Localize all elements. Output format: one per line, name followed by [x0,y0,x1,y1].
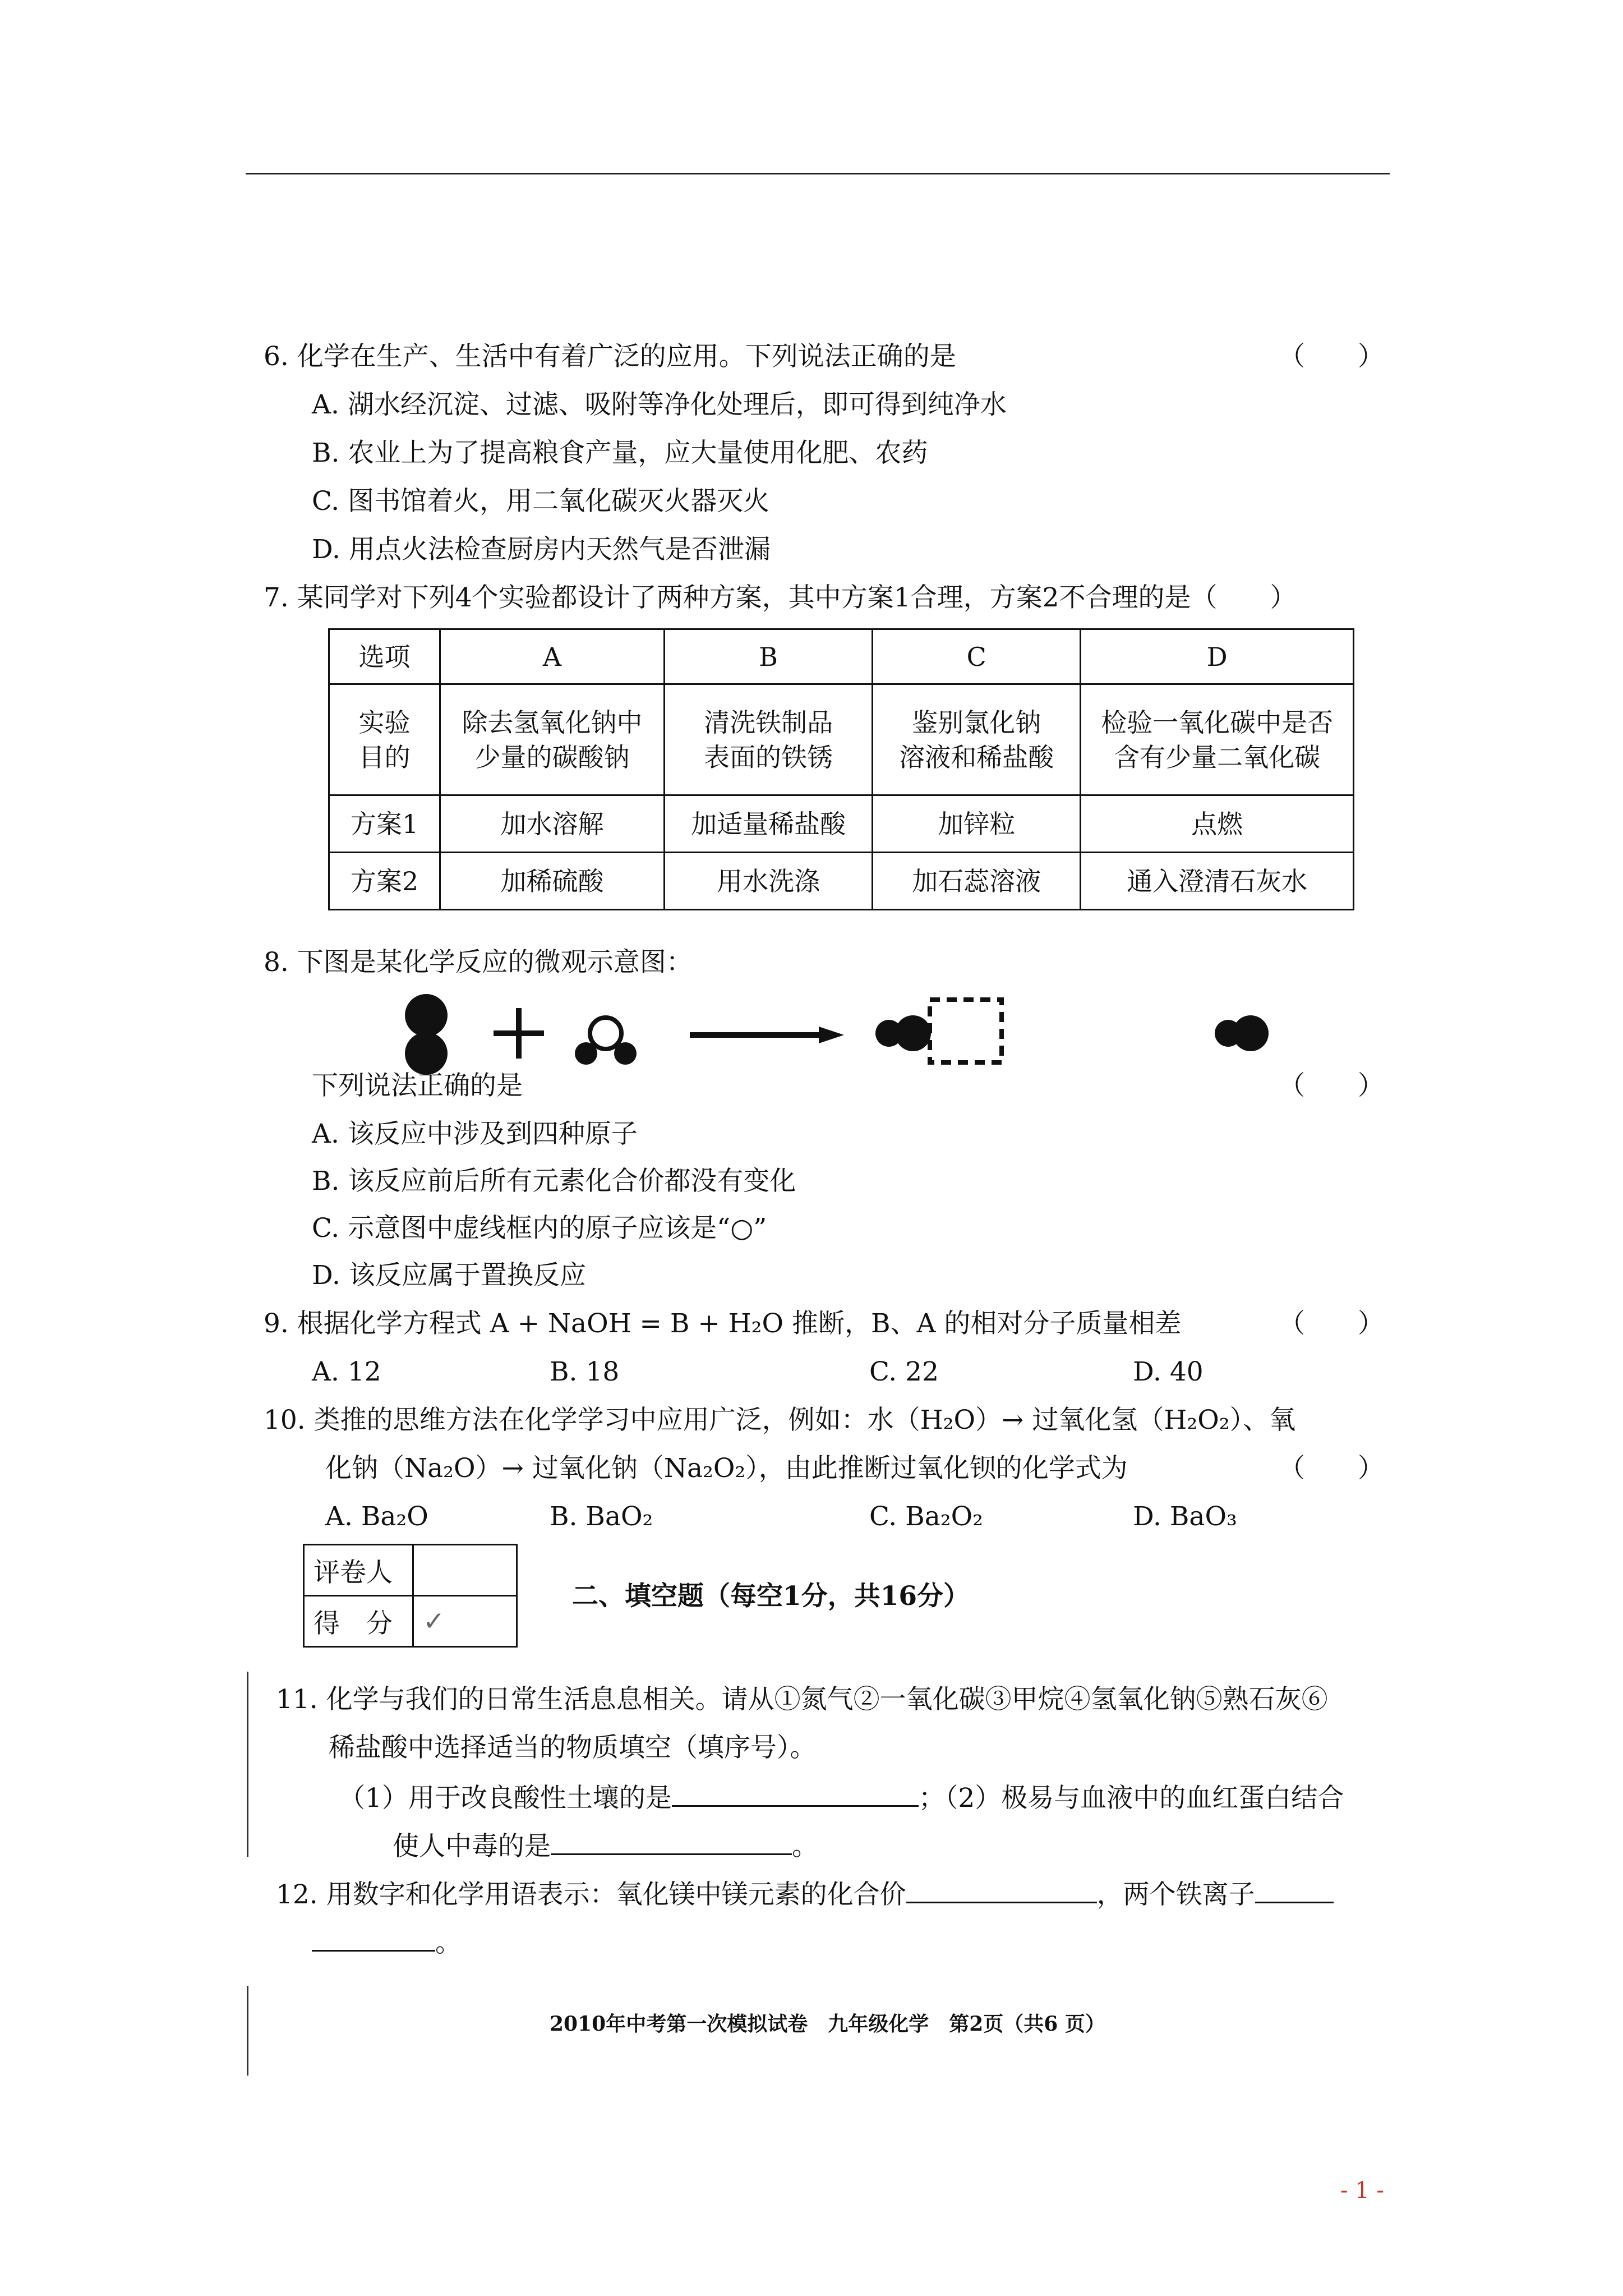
q9-option-a: A. 12 [312,1356,381,1387]
q11-part1-row [339,1779,1344,1815]
q12-row [276,1876,1334,1912]
q9-option-b: B. 18 [550,1356,620,1387]
q12-mid: ，两个铁离子 [1096,1879,1255,1910]
q7-plan1-c: 加锌粒 [873,795,1081,853]
q6-option-b: B. 农业上为了提高粮食产量，应大量使用化肥、农药 [312,438,928,468]
exam-footer: 2010年中考第一次模拟试卷 九年级化学 第2页（共6 页） [550,2012,1105,2036]
q11-separator: ； [918,1783,945,1814]
reactant-molecule-1 [405,994,448,1075]
q7-stem: 7. 某同学对下列4个实验都设计了两种方案，其中方案1合理，方案2不合理的是（ ） [264,582,1297,613]
plus-sign [494,1008,544,1059]
q7-purpose-label-line1: 实验 [358,707,411,738]
q9-option-c: C. 22 [869,1356,939,1387]
q7-plan2-c: 加石蕊溶液 [873,853,1081,910]
q7-plan2-label: 方案2 [329,853,440,910]
score-label: 得 分 [304,1596,413,1647]
q6-answer-paren: （ ） [1279,341,1384,372]
q9-answer-paren: （ ） [1279,1308,1384,1339]
q7-purpose-a-line2: 少量的碳酸钠 [474,742,630,772]
q6-option-d: D. 用点火法检查厨房内天然气是否泄漏 [312,534,771,565]
q10-line2: 化钠（Na₂O）→ 过氧化钠（Na₂O₂），由此推断过氧化钡的化学式为 [325,1453,1128,1484]
q11-part2-row [393,1828,818,1864]
q7-purpose-a [440,684,664,795]
q6-option-c: C. 图书馆着火，用二氧化碳灭火器灭火 [312,486,770,517]
reaction-arrow [690,1027,844,1043]
q11-line1: 11. 化学与我们的日常生活息息相关。请从①氮气②一氧化碳③甲烷④氢氧化钠⑤熟石灰⑥ [276,1684,1328,1715]
q7-header-c: C [873,629,1081,684]
q11-blank-2[interactable] [551,1828,792,1855]
section-2-title: 二、填空题（每空1分，共16分） [572,1581,970,1612]
q7-plan2-b: 用水洗涤 [664,853,872,910]
q9-stem: 9. 根据化学方程式 A + NaOH = B + H₂O 推断，B、A 的相对分子质量相差 [264,1308,1182,1339]
q7-header-b: B [664,629,872,684]
q12-row-2 [312,1924,462,1960]
top-rule [246,173,1390,174]
product-molecule-1 [875,1000,1002,1062]
q7-plan2-d: 通入澄清石灰水 [1081,853,1354,910]
q7-purpose-d-line2: 含有少量二氧化碳 [1114,742,1321,772]
q12-stem: 12. 用数字和化学用语表示：氧化镁中镁元素的化合价 [276,1879,906,1910]
q7-purpose-d [1081,684,1354,795]
scorer-value[interactable] [413,1545,517,1596]
q8-option-c: C. 示意图中虚线框内的原子应该是“○” [312,1213,767,1244]
q10-line1: 10. 类推的思维方法在化学学习中应用广泛，例如：水（H₂O）→ 过氧化氢（H₂O₂）、氧 [264,1405,1296,1435]
q10-option-c: C. Ba₂O₂ [869,1501,983,1532]
q11-part1-label: （1）用于改良酸性土壤的是 [339,1783,672,1814]
q12-blank-2[interactable] [1255,1876,1334,1903]
q7-purpose-b-line2: 表面的铁锈 [704,742,833,772]
q8-stem: 8. 下图是某化学反应的微观示意图： [264,947,693,978]
q7-header-d: D [1081,629,1354,684]
q7-purpose-label-line2: 目的 [358,742,411,772]
reactant-molecule-2 [575,1018,637,1065]
q11-line2: 稀盐酸中选择适当的物质填空（填序号）。 [329,1732,817,1763]
q11-part2-label: （2）极易与血液中的血红蛋白结合 [944,1783,1344,1814]
q7-purpose-c-line2: 溶液和稀盐酸 [899,742,1054,772]
q12-end-mark: 。 [435,1927,462,1958]
left-margin-line [247,1672,248,1857]
q12-blank-1[interactable] [906,1876,1097,1903]
reaction-diagram [387,987,1352,1083]
q8-option-a: A. 该反应中涉及到四种原子 [312,1119,638,1149]
q12-blank-2-cont[interactable] [312,1924,435,1952]
q7-plan1-b: 加适量稀盐酸 [664,795,872,853]
page-number: - 1 - [1340,2178,1384,2203]
q7-purpose-b [664,684,872,795]
q8-answer-paren: （ ） [1279,1070,1384,1101]
q7-purpose-label [329,684,440,795]
q10-option-a: A. Ba₂O [325,1501,428,1532]
q7-plan1-a: 加水溶解 [440,795,664,853]
q7-purpose-a-line1: 除去氢氧化钠中 [462,707,643,738]
q6-stem: 6. 化学在生产、生活中有着广泛的应用。下列说法正确的是 [264,341,956,372]
q7-table [328,628,1354,910]
q10-option-d: D. BaO₃ [1133,1501,1237,1532]
q7-header-a: A [440,629,664,684]
q8-option-b: B. 该反应前后所有元素化合价都没有变化 [312,1166,796,1197]
q7-purpose-d-line1: 检验一氧化碳中是否 [1101,707,1334,738]
q9-option-d: D. 40 [1133,1356,1204,1387]
q10-option-b: B. BaO₂ [550,1501,653,1532]
q7-plan1-d: 点燃 [1081,795,1354,853]
score-box [303,1544,518,1648]
q7-plan1-label: 方案1 [329,795,440,853]
q11-blank-1[interactable] [672,1779,919,1807]
q8-sub-stem: 下列说法正确的是 [312,1070,523,1101]
q11-end-mark: 。 [792,1831,818,1862]
q7-header-option: 选项 [329,629,440,684]
product-molecule-2 [1215,1015,1269,1051]
q6-option-a: A. 湖水经沉淀、过滤、吸附等净化处理后，即可得到纯净水 [312,389,1007,420]
scorer-label: 评卷人 [304,1545,413,1596]
q7-plan2-a: 加稀硫酸 [440,853,664,910]
score-value[interactable]: ✓ [413,1596,517,1647]
left-margin-line-lower [247,1986,248,2076]
q8-option-d: D. 该反应属于置换反应 [312,1260,586,1291]
q11-part2b-label: 使人中毒的是 [393,1831,551,1862]
q10-answer-paren: （ ） [1279,1453,1384,1484]
q7-purpose-b-line1: 清洗铁制品 [704,707,833,738]
q7-purpose-c-line1: 鉴别氯化钠 [912,707,1041,738]
q7-purpose-c [873,684,1081,795]
